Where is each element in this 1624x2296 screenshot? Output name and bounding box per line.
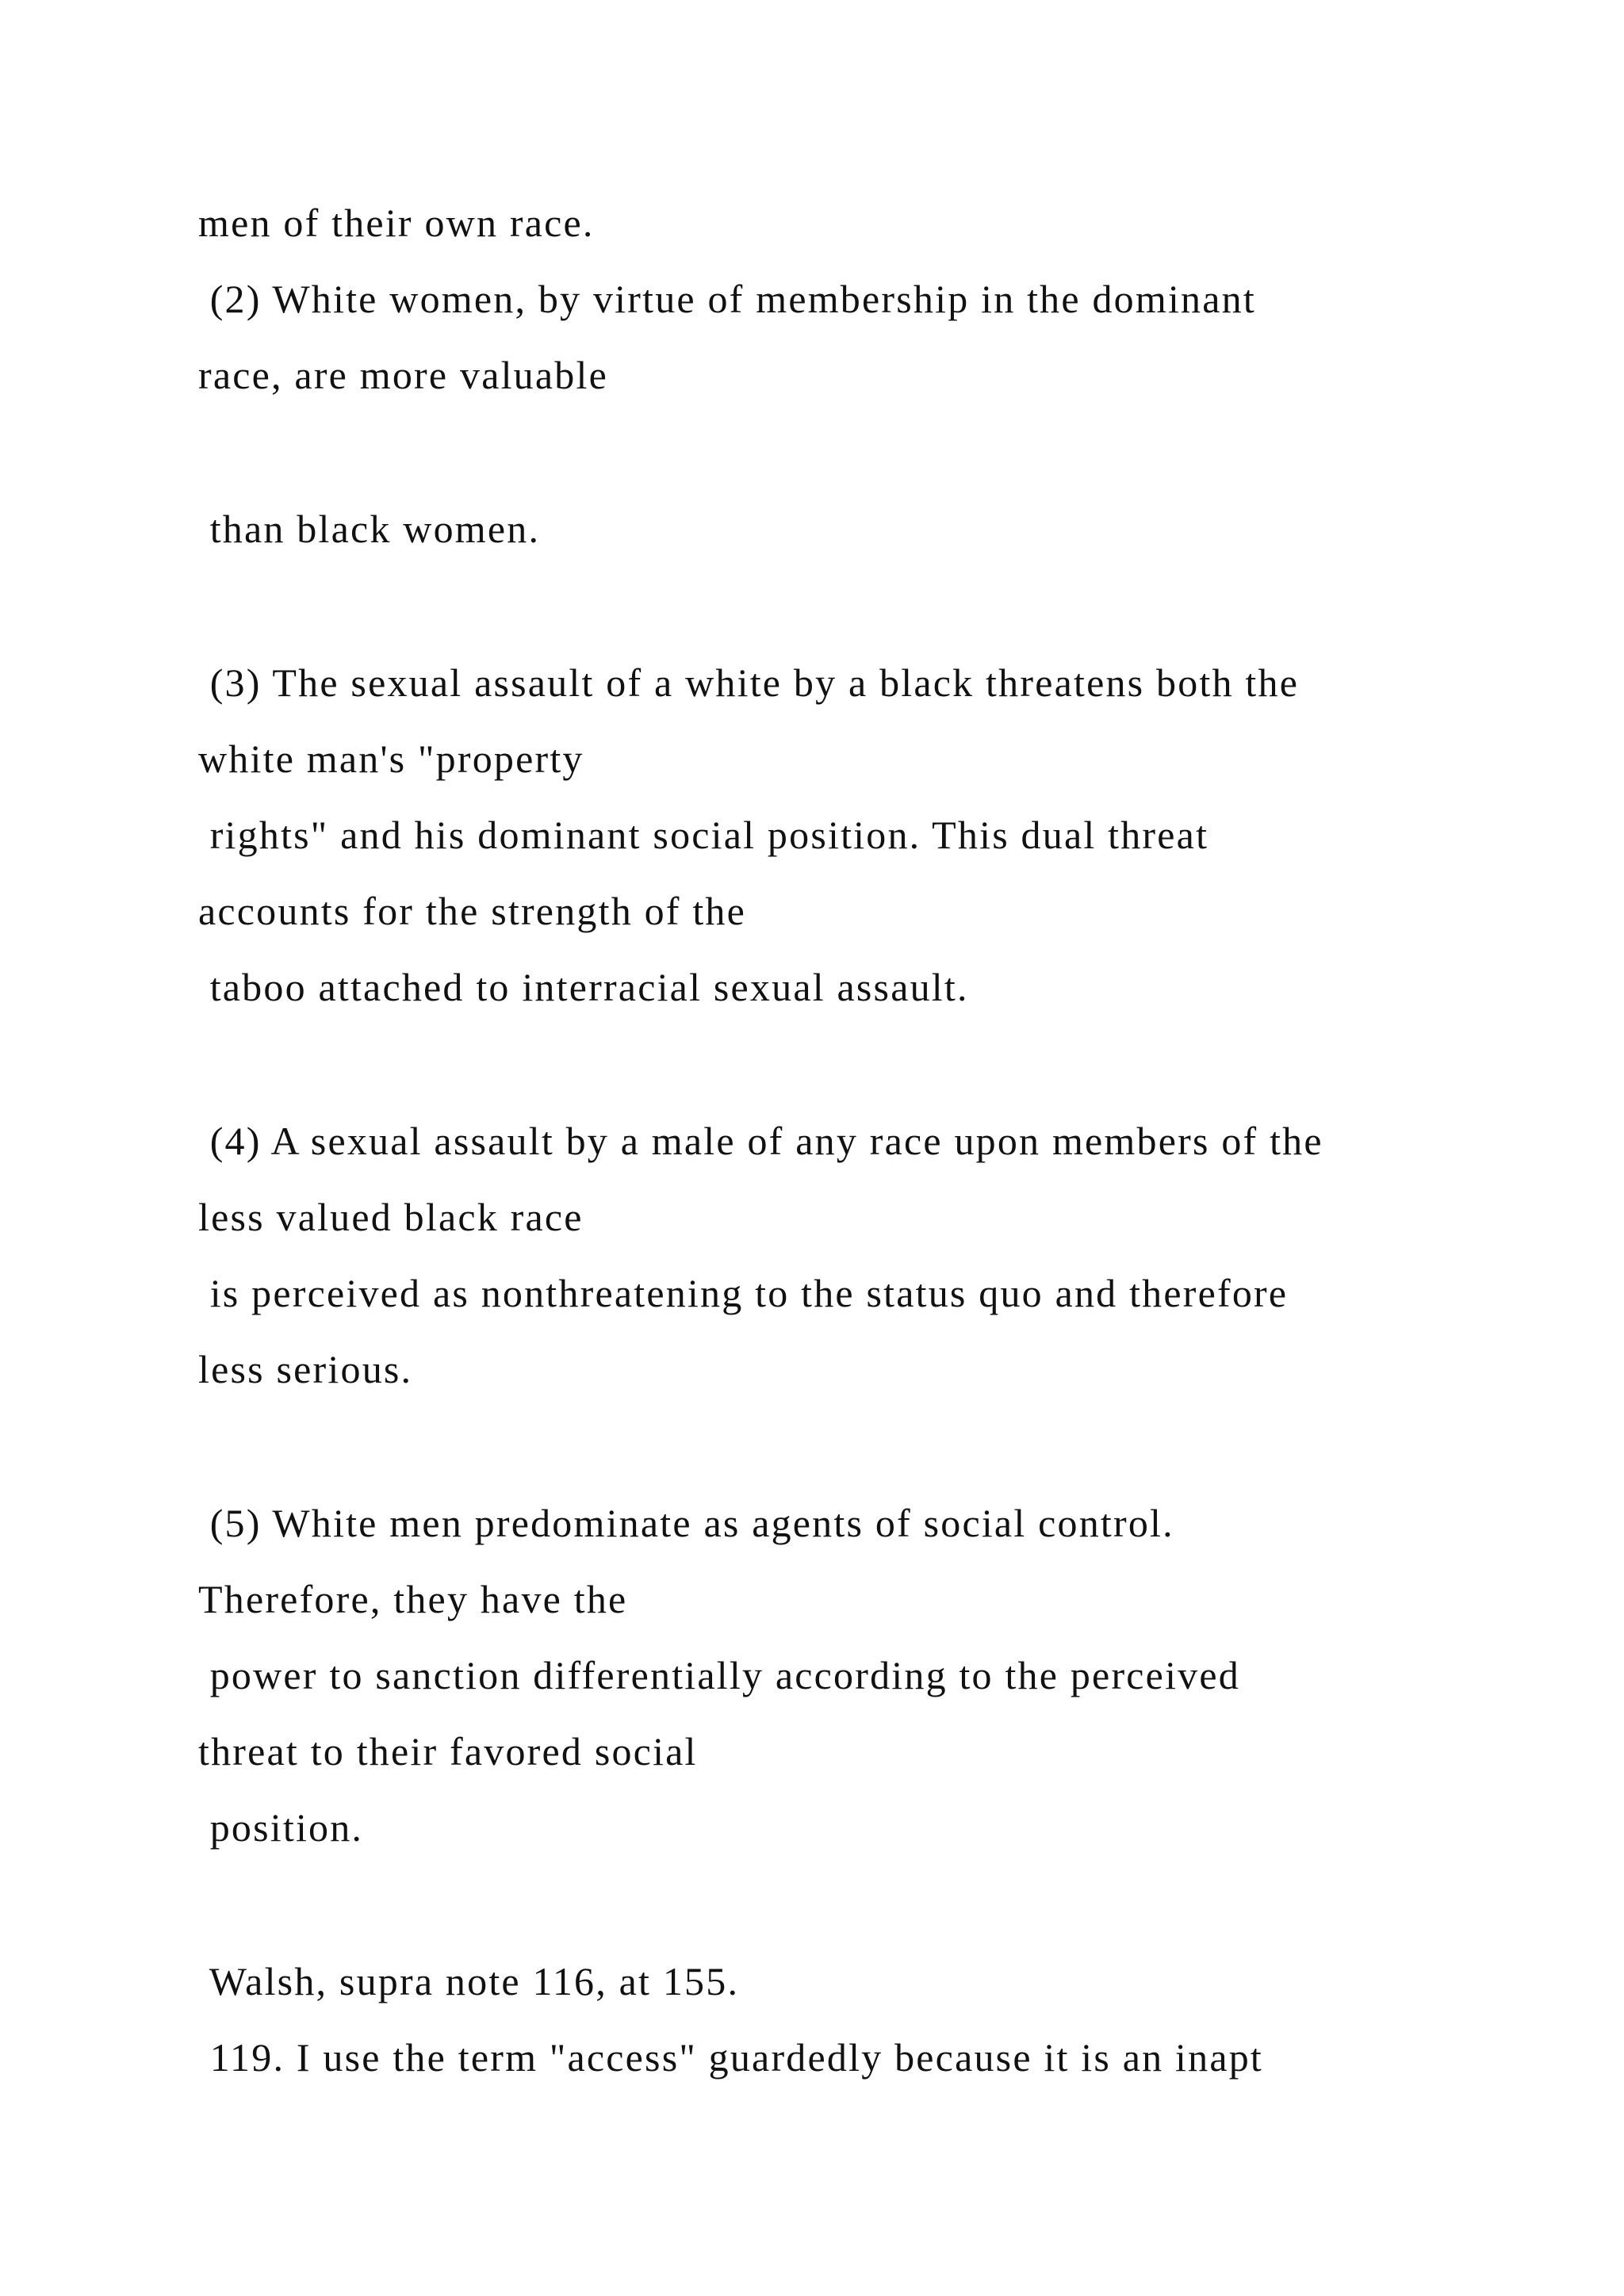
text-line: taboo attached to interracial sexual assault. bbox=[198, 965, 969, 1009]
text-line: white man's "property bbox=[198, 737, 584, 781]
text-line: (3) The sexual assault of a white by a black threatens both the bbox=[198, 660, 1300, 705]
text-line: power to sanction differentially according to the perceived bbox=[198, 1653, 1240, 1697]
text-line: is perceived as nonthreatening to the status quo and therefore bbox=[198, 1271, 1289, 1315]
text-line: less valued black race bbox=[198, 1195, 584, 1239]
text-line: men of their own race. bbox=[198, 201, 595, 245]
text-line: (2) White women, by virtue of membership in the dominant bbox=[198, 277, 1256, 321]
text-line: Walsh, supra note 116, at 155. bbox=[198, 1959, 740, 2003]
text-line: than black women. bbox=[198, 507, 541, 551]
text-line: threat to their favored social bbox=[198, 1729, 698, 1774]
text-line: position. bbox=[198, 1805, 364, 1850]
text-line: less serious. bbox=[198, 1347, 413, 1391]
text-line: (4) A sexual assault by a male of any race upon members of the bbox=[198, 1119, 1323, 1163]
text-line: race, are more valuable bbox=[198, 353, 608, 397]
text-line: rights" and his dominant social position. This dual threat bbox=[198, 813, 1209, 857]
text-line: 119. I use the term "access" guardedly because it is an inapt bbox=[198, 2035, 1264, 2080]
text-line: (5) White men predominate as agents of social control. bbox=[198, 1501, 1174, 1545]
text-line: Therefore, they have the bbox=[198, 1577, 628, 1621]
text-line: accounts for the strength of the bbox=[198, 889, 747, 933]
